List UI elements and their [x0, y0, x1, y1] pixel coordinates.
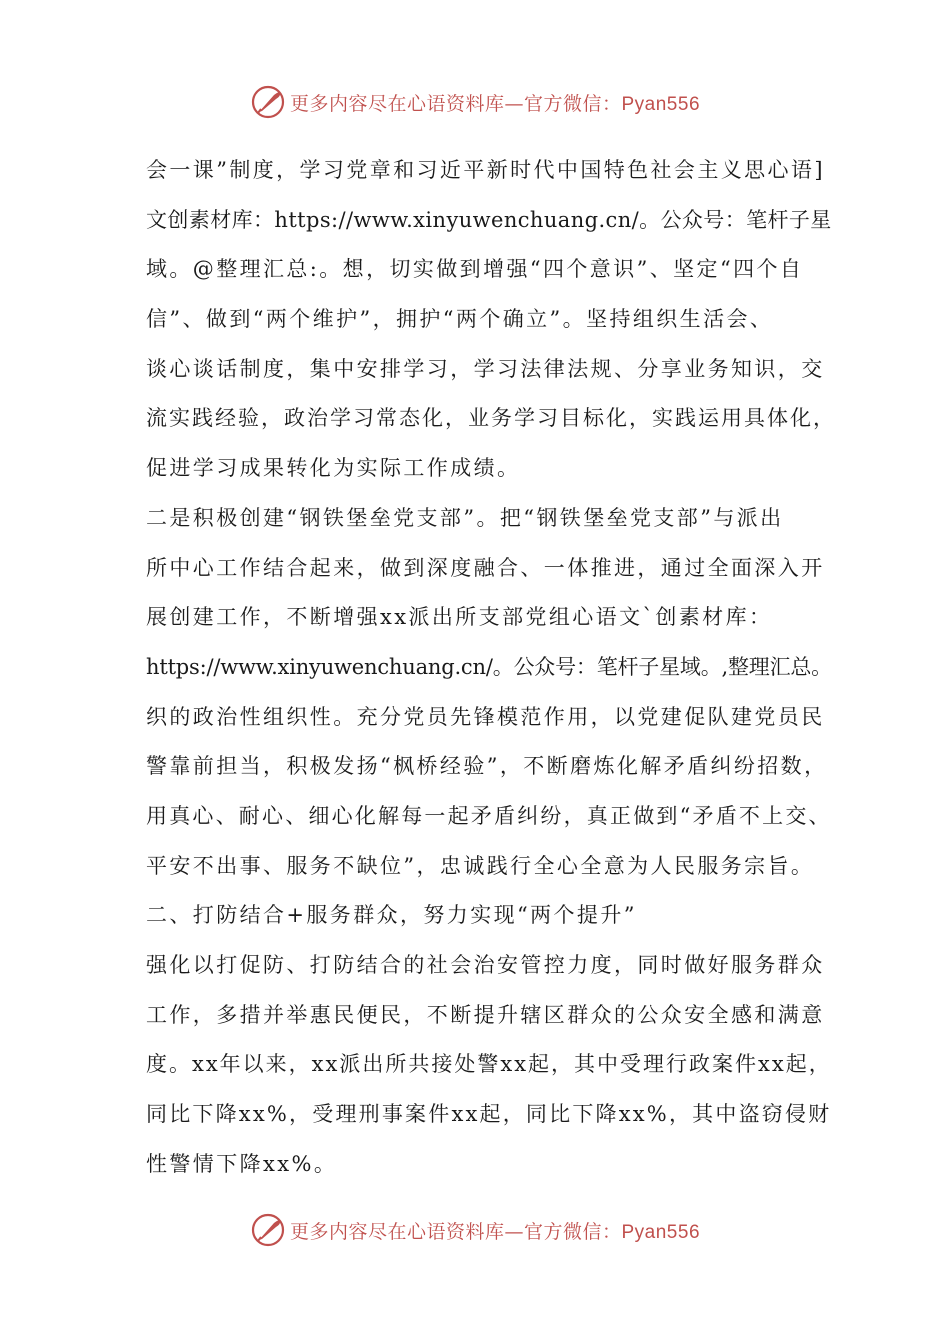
text-line: 警靠前担当，积极发扬“枫桥经验”，不断磨炼化解矛盾纠纷招数， [146, 754, 828, 779]
quill-logo-icon [250, 1212, 286, 1248]
text-line: 展创建工作，不断增强xx派出所支部党组心语文`创素材库： [146, 605, 773, 630]
text-line: 同比下降xx%，受理刑事案件xx起，同比下降xx%，其中盗窃侵财 [146, 1102, 832, 1127]
text-line: 性警情下降xx%。 [146, 1151, 338, 1176]
footer-banner [0, 1208, 950, 1252]
text-line: 流实践经验，政治学习常态化，业务学习目标化，实践运用具体化， [146, 406, 836, 431]
wechat-id: Pyan556 [621, 1221, 701, 1243]
text-line: 谈心谈话制度，集中安排学习，学习法律法规、分享业务知识，交 [146, 356, 825, 381]
text-line: 域。@整理汇总:。想，切实做到增强“四个意识”、坚定“四个自 [146, 257, 804, 282]
text-line: 二、打防结合+服务群众，努力实现“两个提升” [146, 903, 637, 928]
quill-logo-icon [250, 84, 286, 120]
document-body [146, 146, 836, 1189]
text-line: 平安不出事、服务不缺位”，忠诚践行全心全意为人民服务宗旨。 [146, 853, 815, 878]
banner-text: 更多内容尽在心语资料库—官方微信：Pyan556 [289, 1220, 701, 1243]
text-line: 所中心工作结合起来，做到深度融合、一体推进，通过全面深入开 [146, 555, 825, 580]
text-line: 会一课”制度，学习党章和习近平新时代中国特色社会主义思心语] [146, 158, 825, 182]
text-line: 度。xx年以来，xx派出所共接处警xx起，其中受理行政案件xx起， [146, 1052, 832, 1077]
text-line: 工作，多措并举惠民便民，不断提升辖区群众的公众安全感和满意 [146, 1002, 825, 1027]
text-line: 文创素材库：https://www.xinyuwenchuang.cn/。公众号：笔杆子星 [146, 207, 832, 232]
text-line: https://www.xinyuwenchuang.cn/。公众号：笔杆子星域。,整理汇总。 [146, 654, 832, 679]
banner-text: 更多内容尽在心语资料库—官方微信：Pyan556 [289, 92, 701, 115]
text-line: 信”、做到“两个维护”，拥护“两个确立”。坚持组织生活会、 [146, 307, 774, 332]
wechat-id: Pyan556 [621, 93, 701, 115]
header-banner [0, 80, 950, 124]
text-line: 强化以打促防、打防结合的社会治安管控力度，同时做好服务群众 [146, 953, 825, 977]
text-line: 促进学习成果转化为实际工作成绩。 [146, 456, 521, 481]
text-line: 用真心、耐心、细心化解每一起矛盾纠纷，真正做到“矛盾不上交、 [146, 803, 832, 828]
text-line: 织的政治性组织性。充分党员先锋模范作用，以党建促队建党员民 [146, 704, 825, 729]
text-line: 二是积极创建“钢铁堡垒党支部”。把“钢铁堡垒党支部”与派出 [146, 505, 784, 530]
